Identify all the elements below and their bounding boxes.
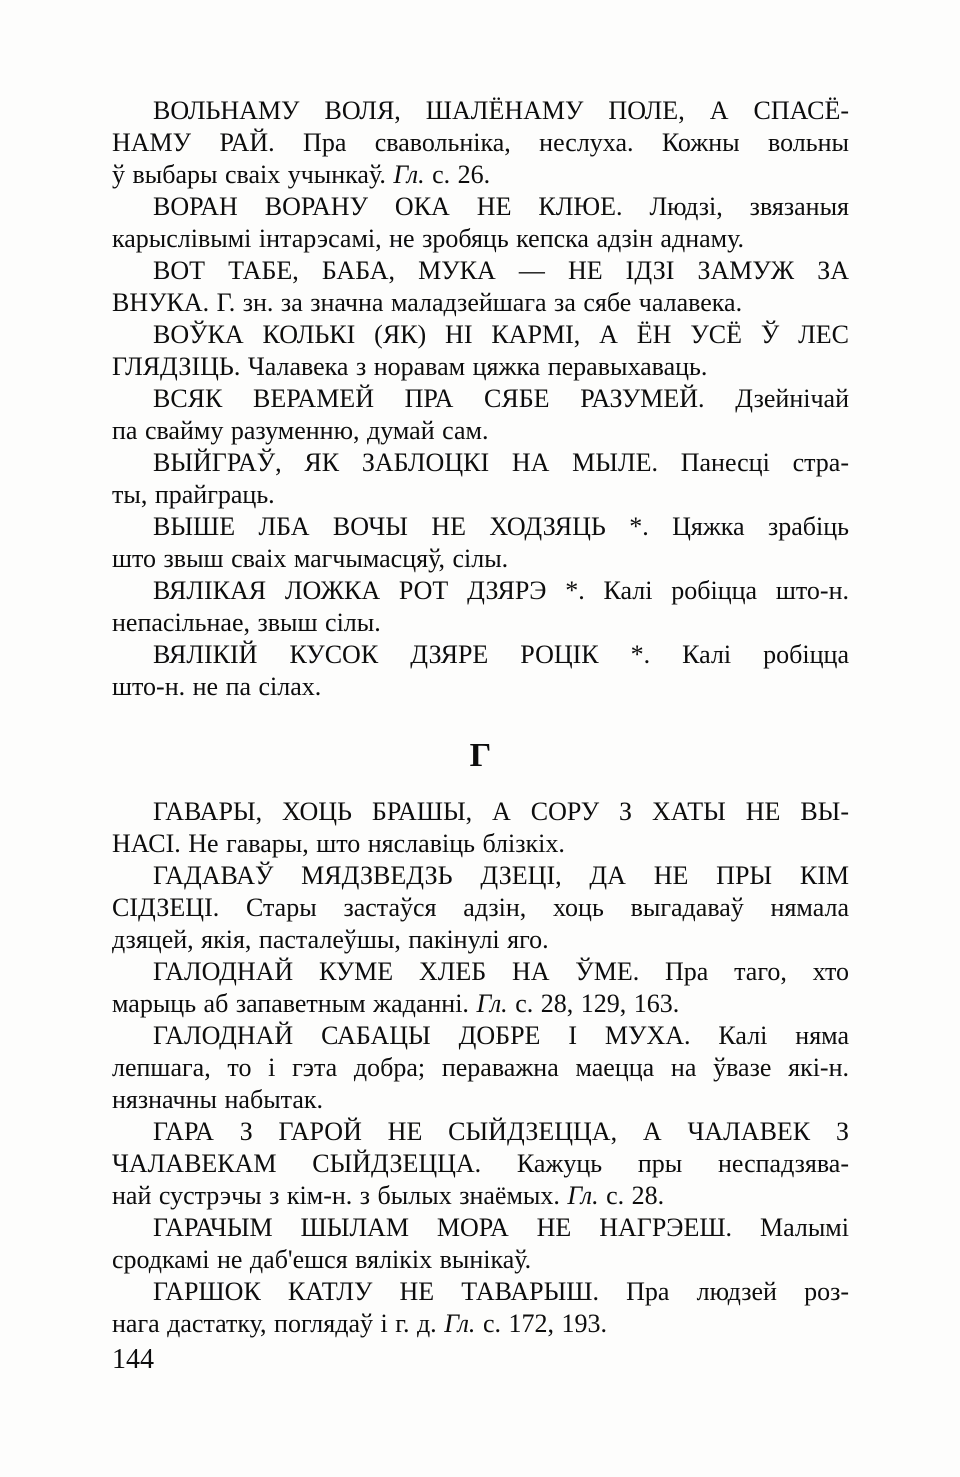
text-segment: с. 28. <box>598 1181 665 1210</box>
text-segment: с. 26. <box>424 160 491 189</box>
text-line <box>112 415 849 447</box>
text-segment: с. 28, 129, 163. <box>507 989 680 1018</box>
text-segment: ты, прайграць. <box>112 480 275 509</box>
text-segment: ВСЯК ВЕРАМЕЙ ПРА СЯБЕ РАЗУМЕЙ. Дзейнічай <box>153 384 849 413</box>
text-segment: НАМУ РАЙ. Пра свавольніка, неслуха. Кожны вольны <box>112 128 849 157</box>
text-segment: нязначны набытак. <box>112 1085 324 1114</box>
text-line <box>112 956 849 988</box>
text-line <box>112 607 849 639</box>
page-number: 144 <box>112 1344 154 1375</box>
dictionary-entry <box>112 255 849 319</box>
dictionary-entry <box>112 319 849 383</box>
text-segment: карыслівымі інтарэсамі, не зробяць кепска адзін аднаму. <box>112 224 745 253</box>
dictionary-entry <box>112 95 849 191</box>
text-segment: што-н. не па сілах. <box>112 672 322 701</box>
dictionary-entry <box>112 511 849 575</box>
text-line <box>112 575 849 607</box>
text-segment: дзяцей, якія, пасталеўшы, пакінулі яго. <box>112 925 549 954</box>
cross-reference-label: Гл. <box>567 1181 599 1210</box>
text-segment: СІДЗЕЦІ. Стары застаўся адзін, хоць выгадаваў нямала <box>112 893 849 922</box>
text-segment: ВОЛЬНАМУ ВОЛЯ, ШАЛЁНАМУ ПОЛЕ, А СПАСЁ- <box>153 96 849 125</box>
text-line <box>112 828 849 860</box>
text-segment: па свайму разуменню, думай сам. <box>112 416 489 445</box>
text-segment: ГАРАЧЫМ ШЫЛАМ МОРА НЕ НАГРЭЕШ. Малымі <box>153 1213 849 1242</box>
text-segment: ВЫЙГРАЎ, ЯК ЗАБЛОЦКІ НА МЫЛЕ. Панесці стра- <box>153 448 849 477</box>
dictionary-entry <box>112 383 849 447</box>
dictionary-entry <box>112 1276 849 1340</box>
cross-reference-label: Гл. <box>444 1309 476 1338</box>
text-segment: ВЯЛІКАЯ ЛОЖКА РОТ ДЗЯРЭ *. Калі робіцца што-н. <box>153 576 849 605</box>
text-segment: ЧАЛАВЕКАМ СЫЙДЗЕЦЦА. Кажуць пры неспадзява- <box>112 1149 849 1178</box>
text-segment: ГАРА З ГАРОЙ НЕ СЫЙДЗЕЦЦА, А ЧАЛАВЕК З <box>153 1117 849 1146</box>
text-segment: што звыш сваіх магчымасцяў, сілы. <box>112 544 509 573</box>
dictionary-entry <box>112 860 849 956</box>
dictionary-entry <box>112 447 849 511</box>
dictionary-entry <box>112 1116 849 1212</box>
text-segment: с. 172, 193. <box>475 1309 607 1338</box>
text-line <box>112 127 849 159</box>
text-line <box>112 255 849 287</box>
text-line <box>112 351 849 383</box>
text-line <box>112 287 849 319</box>
text-line <box>112 191 849 223</box>
text-line <box>112 1308 849 1340</box>
text-line <box>112 1116 849 1148</box>
text-segment: нага дастатку, поглядаў і г. д. <box>112 1309 445 1338</box>
text-segment: ГАРШОК КАТЛУ НЕ ТАВАРЫШ. Пра людзей роз- <box>153 1277 849 1306</box>
text-line <box>112 479 849 511</box>
text-segment: непасільнае, звыш сілы. <box>112 608 381 637</box>
text-line <box>112 1052 849 1084</box>
dictionary-entry <box>112 796 849 860</box>
text-line <box>112 1180 849 1212</box>
text-segment: ў выбары сваіх учынкаў. <box>112 160 394 189</box>
text-segment: ВОЎКА КОЛЬКІ (ЯК) НІ КАРМІ, А ЁН УСЁ Ў ЛЕС <box>153 320 849 349</box>
dictionary-entry <box>112 191 849 255</box>
text-segment: ВОТ ТАБЕ, БАБА, МУКА — НЕ ІДЗІ ЗАМУЖ ЗА <box>153 256 849 285</box>
text-segment: сродкамі не даб'ешся вялікіх вынікаў. <box>112 1245 532 1274</box>
dictionary-entry <box>112 1212 849 1276</box>
text-line <box>112 860 849 892</box>
text-segment: ГАДАВАЎ МЯДЗВЕДЗЬ ДЗЕЦІ, ДА НЕ ПРЫ КІМ <box>153 861 849 890</box>
text-segment: марыць аб запаветным жаданні. <box>112 989 477 1018</box>
text-segment: ВЫШЕ ЛБА ВОЧЫ НЕ ХОДЗЯЦЬ *. Цяжка зрабіць <box>153 512 849 541</box>
dictionary-entry <box>112 956 849 1020</box>
text-segment: ВНУКА. Г. зн. за значна маладзейшага за сябе чалавека. <box>112 288 743 317</box>
text-line <box>112 1020 849 1052</box>
section-heading: Г <box>469 737 492 774</box>
text-line <box>112 319 849 351</box>
text-line <box>112 1212 849 1244</box>
text-line <box>112 1244 849 1276</box>
text-line <box>112 511 849 543</box>
text-segment: ГЛЯДЗІЦЬ. Чалавека з норавам цяжка перавыхаваць. <box>112 352 708 381</box>
text-line <box>112 447 849 479</box>
text-segment: ВОРАН ВОРАНУ ОКА НЕ КЛЮЕ. Людзі, звязаныя <box>153 192 849 221</box>
text-line <box>112 383 849 415</box>
text-line <box>112 988 849 1020</box>
dictionary-entry <box>112 639 849 703</box>
text-line <box>112 95 849 127</box>
text-block <box>112 95 849 1340</box>
text-line <box>112 671 849 703</box>
text-line <box>112 892 849 924</box>
text-segment: лепшага, то і гэта добра; пераважна маецца на ўвазе які-н. <box>112 1053 849 1082</box>
text-line <box>112 159 849 191</box>
cross-reference-label: Гл. <box>476 989 508 1018</box>
text-line <box>112 796 849 828</box>
cross-reference-label: Гл. <box>393 160 425 189</box>
text-segment: ГАЛОДНАЙ САБАЦЫ ДОБРЕ І МУХА. Калі няма <box>153 1021 849 1050</box>
text-segment: НАСІ. Не гавары, што няславіць блізкіх. <box>112 829 565 858</box>
text-line <box>112 543 849 575</box>
text-line <box>112 1148 849 1180</box>
text-line <box>112 639 849 671</box>
text-line <box>112 1276 849 1308</box>
text-line <box>112 1084 849 1116</box>
text-line <box>112 924 849 956</box>
text-segment: ГАВАРЫ, ХОЦЬ БРАШЫ, А СОРУ З ХАТЫ НЕ ВЫ- <box>153 797 849 826</box>
dictionary-entry <box>112 575 849 639</box>
text-line <box>112 223 849 255</box>
text-segment: ГАЛОДНАЙ КУМЕ ХЛЕБ НА ЎМЕ. Пра таго, хто <box>153 957 849 986</box>
dictionary-entry <box>112 1020 849 1116</box>
text-segment: ВЯЛІКІЙ КУСОК ДЗЯРЕ РОЦІК *. Калі робіцца <box>153 640 849 669</box>
text-segment: най сустрэчы з кім-н. з былых знаёмых. <box>112 1181 568 1210</box>
